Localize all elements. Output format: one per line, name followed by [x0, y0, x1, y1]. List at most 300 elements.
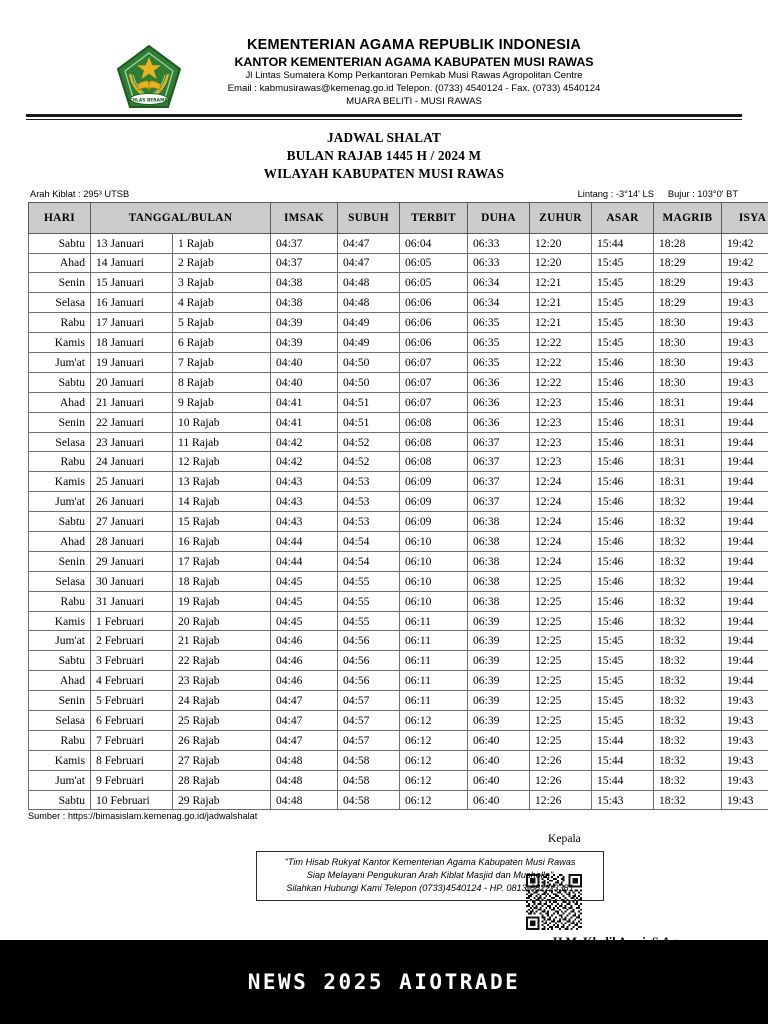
col-header-terbit: TERBIT	[400, 202, 468, 233]
table-cell: 04:54	[338, 551, 400, 571]
title-line-1: JADWAL SHALAT	[326, 130, 442, 145]
table-cell: 29 Januari	[91, 551, 173, 571]
table-cell: Selasa	[29, 711, 91, 731]
table-cell: Rabu	[29, 313, 91, 333]
table-cell: 04:45	[271, 591, 338, 611]
table-cell: 12 Rajab	[173, 452, 271, 472]
table-cell: 7 Rajab	[173, 353, 271, 373]
table-cell: 06:05	[400, 253, 468, 273]
table-cell: 27 Rajab	[173, 750, 271, 770]
table-cell: 04:50	[338, 372, 400, 392]
table-row	[29, 333, 768, 353]
table-row	[29, 691, 768, 711]
table-cell: 06:04	[400, 233, 468, 253]
notice-line-1: "Tim Hisab Rukyat Kantor Kementerian Agama Kabupaten Musi Rawas	[284, 857, 576, 867]
table-cell: 19:43	[722, 730, 768, 750]
table-cell: 04:58	[338, 770, 400, 790]
table-cell: Kamis	[29, 472, 91, 492]
table-header-row	[29, 202, 768, 233]
table-row	[29, 412, 768, 432]
table-cell: Jum'at	[29, 492, 91, 512]
table-cell: 12:25	[530, 611, 592, 631]
table-cell: 19:44	[722, 671, 768, 691]
table-cell: 13 Januari	[91, 233, 173, 253]
table-cell: 06:35	[468, 353, 530, 373]
table-cell: 15:46	[592, 472, 654, 492]
table-cell: 06:37	[468, 452, 530, 472]
table-cell: 19:44	[722, 611, 768, 631]
table-cell: 04:48	[271, 790, 338, 810]
table-row	[29, 392, 768, 412]
table-cell: Ahad	[29, 532, 91, 552]
table-row	[29, 551, 768, 571]
table-cell: 06:12	[400, 711, 468, 731]
table-cell: 06:10	[400, 532, 468, 552]
table-cell: 04:52	[338, 432, 400, 452]
table-cell: 18:31	[654, 452, 722, 472]
table-cell: 04:41	[271, 412, 338, 432]
table-cell: 2 Februari	[91, 631, 173, 651]
table-cell: 20 Januari	[91, 372, 173, 392]
col-header-tanggal: TANGGAL/BULAN	[91, 202, 271, 233]
table-cell: 04:58	[338, 750, 400, 770]
table-cell: 18:30	[654, 372, 722, 392]
table-cell: 24 Rajab	[173, 691, 271, 711]
table-cell: 12:25	[530, 730, 592, 750]
office-name: KANTOR KEMENTERIAN AGAMA KABUPATEN MUSI RAWAS	[234, 55, 594, 70]
table-row	[29, 353, 768, 373]
table-cell: 19:43	[722, 691, 768, 711]
office-contact: Email : kabmusirawas@kemenag.go.id Telepon. (0733) 4540124 - Fax. (0733) 4540124	[227, 83, 601, 95]
table-row	[29, 293, 768, 313]
table-cell: 9 Rajab	[173, 392, 271, 412]
notice-box	[256, 851, 604, 901]
table-cell: Ahad	[29, 392, 91, 412]
table-cell: 12:25	[530, 691, 592, 711]
table-cell: 06:07	[400, 372, 468, 392]
table-cell: 06:11	[400, 671, 468, 691]
table-cell: 15:46	[592, 432, 654, 452]
table-row	[29, 432, 768, 452]
table-cell: 4 Rajab	[173, 293, 271, 313]
table-cell: 18:31	[654, 432, 722, 452]
table-cell: 18:32	[654, 750, 722, 770]
table-cell: 04:40	[271, 372, 338, 392]
table-cell: 12:20	[530, 253, 592, 273]
table-cell: 19:44	[722, 412, 768, 432]
table-cell: 06:06	[400, 333, 468, 353]
table-cell: 19:44	[722, 392, 768, 412]
prayer-schedule-table	[28, 202, 768, 811]
table-cell: 18:32	[654, 512, 722, 532]
table-cell: 19:44	[722, 432, 768, 452]
table-cell: 04:45	[271, 611, 338, 631]
table-cell: 13 Rajab	[173, 472, 271, 492]
table-cell: 23 Januari	[91, 432, 173, 452]
table-cell: 12:24	[530, 492, 592, 512]
table-cell: 19:43	[722, 790, 768, 810]
ministry-name: KEMENTERIAN AGAMA REPUBLIK INDONESIA	[247, 37, 581, 53]
notice-line-3: Silahkan Hubungi Kami Telepon (0733)4540124 - HP. 0813-6822-3381	[286, 883, 574, 894]
table-cell: 19:43	[722, 770, 768, 790]
table-row	[29, 711, 768, 731]
table-cell: 18:30	[654, 333, 722, 353]
table-cell: 04:55	[338, 571, 400, 591]
table-cell: 18:32	[654, 631, 722, 651]
col-header-imsak: IMSAK	[271, 202, 338, 233]
table-cell: 06:36	[468, 392, 530, 412]
table-cell: 15:46	[592, 353, 654, 373]
table-row	[29, 472, 768, 492]
table-cell: 28 Rajab	[173, 770, 271, 790]
table-cell: 06:39	[468, 631, 530, 651]
table-cell: 12:21	[530, 273, 592, 293]
table-cell: 27 Januari	[91, 512, 173, 532]
table-cell: 06:09	[400, 472, 468, 492]
col-header-zuhur: ZUHUR	[530, 202, 592, 233]
table-cell: 16 Januari	[91, 293, 173, 313]
table-cell: 19 Rajab	[173, 591, 271, 611]
table-cell: 23 Rajab	[173, 671, 271, 691]
table-cell: 06:38	[468, 512, 530, 532]
table-cell: 1 Rajab	[173, 233, 271, 253]
table-cell: Rabu	[29, 591, 91, 611]
table-cell: Ahad	[29, 253, 91, 273]
table-cell: Jum'at	[29, 770, 91, 790]
table-cell: Sabtu	[29, 790, 91, 810]
table-cell: 04:46	[271, 651, 338, 671]
table-cell: 18:32	[654, 591, 722, 611]
letterhead	[0, 0, 768, 110]
table-cell: 18:32	[654, 551, 722, 571]
table-cell: 15:45	[592, 631, 654, 651]
table-cell: Senin	[29, 691, 91, 711]
table-cell: 12:24	[530, 532, 592, 552]
table-cell: 12:24	[530, 551, 592, 571]
table-cell: 19:44	[722, 631, 768, 651]
table-cell: 06:39	[468, 611, 530, 631]
table-cell: 15:46	[592, 372, 654, 392]
table-cell: 15:44	[592, 730, 654, 750]
table-cell: 04:48	[271, 770, 338, 790]
table-cell: Ahad	[29, 671, 91, 691]
table-cell: 06:08	[400, 452, 468, 472]
table-cell: 15:45	[592, 651, 654, 671]
table-cell: 18:31	[654, 472, 722, 492]
table-cell: 8 Februari	[91, 750, 173, 770]
table-row	[29, 313, 768, 333]
table-cell: 15:44	[592, 770, 654, 790]
table-cell: 18 Januari	[91, 333, 173, 353]
table-cell: 19:43	[722, 353, 768, 373]
table-cell: 15:43	[592, 790, 654, 810]
table-row	[29, 492, 768, 512]
table-row	[29, 631, 768, 651]
table-cell: Sabtu	[29, 233, 91, 253]
table-cell: 06:36	[468, 412, 530, 432]
table-cell: 6 Februari	[91, 711, 173, 731]
table-cell: 19:43	[722, 750, 768, 770]
table-cell: 06:09	[400, 512, 468, 532]
table-cell: 04:45	[271, 571, 338, 591]
table-cell: 12:26	[530, 790, 592, 810]
table-cell: 12:20	[530, 233, 592, 253]
source-line: Sumber : https://bimasislam.kemenag.go.id/jadwalshalat	[28, 811, 258, 822]
table-cell: 31 Januari	[91, 591, 173, 611]
table-cell: 04:46	[271, 631, 338, 651]
table-cell: 04:44	[271, 532, 338, 552]
table-cell: 15:46	[592, 452, 654, 472]
table-cell: 18:30	[654, 313, 722, 333]
table-cell: 04:39	[271, 313, 338, 333]
table-cell: 18:32	[654, 730, 722, 750]
table-cell: 04:51	[338, 392, 400, 412]
table-row	[29, 233, 768, 253]
table-cell: 19:44	[722, 492, 768, 512]
table-cell: 10 Februari	[91, 790, 173, 810]
table-cell: 18:32	[654, 790, 722, 810]
table-cell: 18:29	[654, 253, 722, 273]
table-cell: 04:39	[271, 333, 338, 353]
table-cell: 06:10	[400, 551, 468, 571]
table-cell: 15:46	[592, 551, 654, 571]
table-cell: Kamis	[29, 750, 91, 770]
table-cell: 12:22	[530, 353, 592, 373]
table-cell: Selasa	[29, 293, 91, 313]
latitude-value: Lintang : -3°14' LS	[577, 188, 654, 199]
table-cell: 12:25	[530, 711, 592, 731]
table-cell: 06:10	[400, 591, 468, 611]
table-cell: 04:40	[271, 353, 338, 373]
table-cell: 06:11	[400, 631, 468, 651]
table-row	[29, 372, 768, 392]
table-cell: 04:53	[338, 472, 400, 492]
table-cell: 15:45	[592, 253, 654, 273]
col-header-duha: DUHA	[468, 202, 530, 233]
table-cell: 18:29	[654, 273, 722, 293]
kemenag-logo-icon	[116, 44, 182, 112]
table-cell: 15:46	[592, 591, 654, 611]
table-row	[29, 452, 768, 472]
watermark-bar	[0, 940, 768, 1024]
table-cell: Selasa	[29, 432, 91, 452]
table-cell: 12:22	[530, 333, 592, 353]
table-cell: 12:25	[530, 671, 592, 691]
table-cell: 19:43	[722, 293, 768, 313]
table-cell: 18:32	[654, 770, 722, 790]
table-cell: 18:30	[654, 353, 722, 373]
table-cell: 04:43	[271, 472, 338, 492]
table-cell: 12:24	[530, 472, 592, 492]
table-cell: 30 Januari	[91, 571, 173, 591]
table-cell: 04:55	[338, 591, 400, 611]
table-cell: 06:12	[400, 750, 468, 770]
table-cell: 10 Rajab	[173, 412, 271, 432]
table-cell: Rabu	[29, 452, 91, 472]
table-cell: 7 Februari	[91, 730, 173, 750]
table-cell: 15:46	[592, 611, 654, 631]
table-cell: 06:34	[468, 273, 530, 293]
table-cell: 04:53	[338, 492, 400, 512]
table-cell: 04:56	[338, 651, 400, 671]
col-header-asar: ASAR	[592, 202, 654, 233]
table-cell: 21 Januari	[91, 392, 173, 412]
office-address: Jl Lintas Sumatera Komp Perkantoran Pemkab Musi Rawas Agropolitan Centre	[245, 70, 583, 82]
table-cell: Senin	[29, 551, 91, 571]
table-cell: 26 Rajab	[173, 730, 271, 750]
table-row	[29, 790, 768, 810]
col-header-magrib: MAGRIB	[654, 202, 722, 233]
table-cell: Rabu	[29, 730, 91, 750]
table-cell: 12:24	[530, 512, 592, 532]
table-cell: 06:40	[468, 770, 530, 790]
table-header	[29, 202, 768, 233]
table-cell: 15 Januari	[91, 273, 173, 293]
table-cell: 22 Januari	[91, 412, 173, 432]
table-cell: 18:28	[654, 233, 722, 253]
table-row	[29, 273, 768, 293]
table-cell: 06:06	[400, 293, 468, 313]
table-cell: 04:48	[338, 273, 400, 293]
table-cell: 24 Januari	[91, 452, 173, 472]
table-cell: 04:38	[271, 273, 338, 293]
table-cell: 06:40	[468, 790, 530, 810]
col-header-isya: ISYA	[722, 202, 768, 233]
table-body	[29, 233, 768, 810]
table-cell: 19:44	[722, 512, 768, 532]
table-row	[29, 591, 768, 611]
table-cell: 22 Rajab	[173, 651, 271, 671]
table-cell: 04:42	[271, 452, 338, 472]
table-cell: 15:46	[592, 532, 654, 552]
table-cell: 15:46	[592, 492, 654, 512]
table-cell: 04:57	[338, 691, 400, 711]
table-cell: 18:32	[654, 532, 722, 552]
table-row	[29, 571, 768, 591]
col-header-subuh: SUBUH	[338, 202, 400, 233]
table-cell: 12:23	[530, 392, 592, 412]
table-cell: Sabtu	[29, 512, 91, 532]
table-cell: 06:12	[400, 790, 468, 810]
table-cell: 15:45	[592, 711, 654, 731]
table-cell: 15:45	[592, 273, 654, 293]
table-row	[29, 253, 768, 273]
table-cell: 15:46	[592, 512, 654, 532]
table-cell: 21 Rajab	[173, 631, 271, 651]
table-cell: 06:37	[468, 492, 530, 512]
table-cell: 04:58	[338, 790, 400, 810]
table-row	[29, 770, 768, 790]
table-cell: 04:46	[271, 671, 338, 691]
title-line-2: BULAN RAJAB 1445 H / 2024 M	[286, 148, 482, 164]
table-cell: 20 Rajab	[173, 611, 271, 631]
table-cell: 04:57	[338, 711, 400, 731]
table-cell: 06:07	[400, 353, 468, 373]
table-cell: 06:06	[400, 313, 468, 333]
table-cell: 28 Januari	[91, 532, 173, 552]
table-cell: 06:37	[468, 432, 530, 452]
table-cell: 04:54	[338, 532, 400, 552]
table-cell: 18:32	[654, 691, 722, 711]
table-cell: 06:05	[400, 273, 468, 293]
table-cell: 04:43	[271, 512, 338, 532]
table-cell: 15:45	[592, 313, 654, 333]
table-cell: 3 Rajab	[173, 273, 271, 293]
table-cell: 06:39	[468, 651, 530, 671]
table-cell: 04:51	[338, 412, 400, 432]
table-cell: 04:48	[338, 293, 400, 313]
table-cell: 17 Januari	[91, 313, 173, 333]
table-row	[29, 611, 768, 631]
table-cell: 12:26	[530, 750, 592, 770]
table-cell: 04:49	[338, 333, 400, 353]
table-cell: 06:38	[468, 571, 530, 591]
table-cell: 06:08	[400, 412, 468, 432]
table-cell: 12:23	[530, 432, 592, 452]
table-cell: 11 Rajab	[173, 432, 271, 452]
table-cell: 9 Februari	[91, 770, 173, 790]
table-cell: 06:40	[468, 730, 530, 750]
table-cell: 19:44	[722, 472, 768, 492]
table-cell: 18:32	[654, 492, 722, 512]
table-cell: 04:47	[271, 711, 338, 731]
table-cell: 18:29	[654, 293, 722, 313]
table-cell: 1 Februari	[91, 611, 173, 631]
table-cell: 04:56	[338, 631, 400, 651]
table-cell: 06:10	[400, 571, 468, 591]
table-cell: 12:23	[530, 452, 592, 472]
table-cell: 04:37	[271, 233, 338, 253]
table-cell: 14 Januari	[91, 253, 173, 273]
watermark-text: NEWS 2025 AIOTRADE	[247, 970, 521, 994]
table-cell: Jum'at	[29, 353, 91, 373]
table-cell: 06:11	[400, 651, 468, 671]
table-row	[29, 730, 768, 750]
table-cell: 6 Rajab	[173, 333, 271, 353]
table-cell: 06:33	[468, 253, 530, 273]
table-cell: 06:38	[468, 591, 530, 611]
table-cell: Senin	[29, 412, 91, 432]
table-cell: 19:43	[722, 372, 768, 392]
table-row	[29, 750, 768, 770]
table-cell: 06:12	[400, 770, 468, 790]
office-city: MUARA BELITI - MUSI RAWAS	[346, 95, 482, 107]
table-cell: 15:46	[592, 571, 654, 591]
table-cell: 19:44	[722, 651, 768, 671]
title-line-3: WILAYAH KABUPATEN MUSI RAWAS	[263, 166, 505, 182]
table-cell: 19:43	[722, 273, 768, 293]
table-cell: 19:44	[722, 452, 768, 472]
table-cell: 19:42	[722, 253, 768, 273]
table-cell: 17 Rajab	[173, 551, 271, 571]
table-cell: 04:47	[271, 691, 338, 711]
table-cell: 06:36	[468, 372, 530, 392]
table-cell: 04:44	[271, 551, 338, 571]
table-cell: 04:37	[271, 253, 338, 273]
table-cell: 18:31	[654, 412, 722, 432]
table-cell: 26 Januari	[91, 492, 173, 512]
table-cell: 04:41	[271, 392, 338, 412]
table-cell: Sabtu	[29, 651, 91, 671]
table-cell: 18:32	[654, 651, 722, 671]
table-cell: 15:45	[592, 691, 654, 711]
table-cell: 15:44	[592, 233, 654, 253]
svg-text:IKHLAS BERAMAL: IKHLAS BERAMAL	[127, 98, 171, 104]
table-cell: 06:39	[468, 691, 530, 711]
table-cell: 12:25	[530, 591, 592, 611]
table-cell: 06:35	[468, 313, 530, 333]
col-header-hari: HARI	[29, 202, 91, 233]
